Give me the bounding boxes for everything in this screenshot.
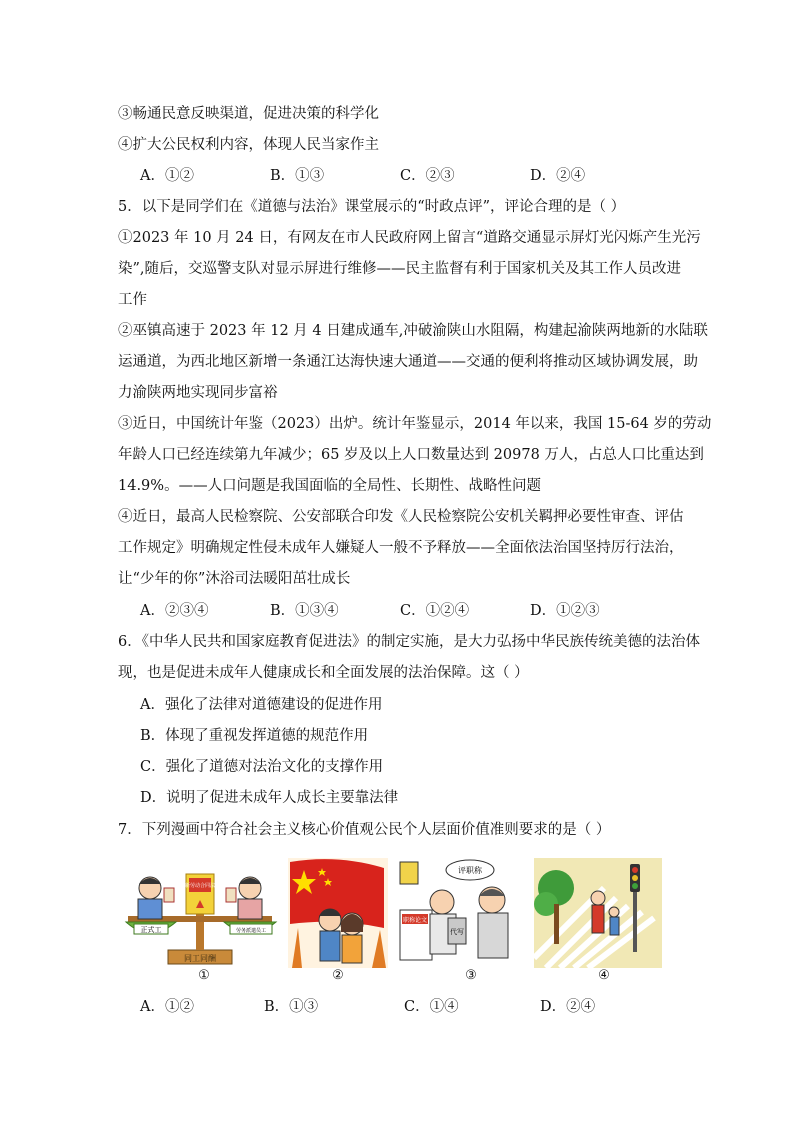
q4-option-a: A．①②	[140, 168, 194, 184]
q7-option-d: D．②④	[540, 999, 596, 1015]
comic-2-flag-children	[288, 858, 388, 968]
q5-item-2-line-1: ②巫镇高速于 2023 年 12 月 4 日建成通车,冲破渝陕山水阻隔，构建起渝陕两地新的水陆联	[118, 323, 708, 339]
comic-3-ghostwriting	[396, 858, 522, 968]
promotion-bubble: 评职称	[458, 866, 482, 875]
q5-item-3-line-2: 年龄人口已经连续第九年减少；65 岁及以上人口数量达到 20978 万人，占总人口比重达到	[118, 447, 704, 463]
q5-item-3-line-3: 14.9%。——人口问题是我国面临的全局性、长期性、战略性问题	[118, 478, 542, 494]
q5-option-a: A．②③④	[140, 603, 209, 619]
q5-item-4-line-1: ④近日，最高人民检察院、公安部联合印发《人民检察院公安机关羁押必要性审查、评估	[118, 509, 684, 525]
q5-options	[140, 601, 660, 621]
regular-worker-label: 正式工	[140, 926, 162, 934]
q7-options	[140, 997, 670, 1017]
q5-item-3-line-1: ③近日，中国统计年鉴（2023）出炉。统计年鉴显示，2014 年以来，我国 15-64 岁的劳动	[118, 416, 712, 432]
ghostwrite-label: 代写	[450, 928, 464, 936]
q4-item-4: ④扩大公民权利内容，体现人民当家作主	[118, 137, 379, 153]
q4-option-c: C．②③	[400, 168, 455, 184]
q7-stem: 7．下列漫画中符合社会主义核心价值观公民个人层面价值准则要求的是（ ）	[118, 822, 611, 838]
q5-item-1-line-1: ①2023 年 10 月 24 日，有网友在市人民政府网上留言“道路交通显示屏灯光闪烁产生光污	[118, 230, 701, 246]
q5-option-c: C．①②④	[400, 603, 470, 619]
comic-3-caption: ③	[465, 968, 477, 983]
q6-option-d: D．说明了促进未成年人成长主要靠法律	[140, 790, 399, 806]
q6-stem-line-1: 6．《中华人民共和国家庭教育促进法》的制定实施，是大力弘扬中华民族传统美德的法治体	[118, 634, 700, 650]
q4-option-d: D．②④	[530, 168, 586, 184]
q6-stem-line-2: 现，也是促进未成年人健康成长和全面发展的法治保障。这（ ）	[118, 665, 529, 681]
comic-1-caption: ①	[198, 968, 210, 983]
q5-item-4-line-2: 工作规定》明确规定性侵未成年人嫌疑人一般不予释放——全面依法治国坚持厉行法治，	[118, 540, 684, 556]
q4-option-b: B．①③	[270, 168, 325, 184]
q6-option-a: A．强化了法律对道德建设的促进作用	[140, 697, 383, 713]
q5-item-2-line-3: 力渝陕两地实现同步富裕	[118, 385, 278, 401]
comic-4-crosswalk	[534, 858, 662, 968]
q5-option-b: B．①③④	[270, 603, 339, 619]
q7-option-b: B．①③	[264, 999, 319, 1015]
q7-option-c: C．①④	[404, 999, 459, 1015]
q6-option-b: B．体现了重视发挥道德的规范作用	[140, 728, 369, 744]
q5-item-1-line-2: 染”,随后，交巡警支队对显示屏进行维修——民主监督有利于国家机关及其工作人员改进	[118, 261, 682, 277]
q5-stem: 5．以下是同学们在《道德与法治》课堂展示的“时政点评”，评论合理的是（ ）	[118, 199, 626, 215]
q5-item-2-line-2: 运通道，为西北地区新增一条通江达海快速大通道——交通的便利将推动区域协调发展，助	[118, 354, 698, 370]
q5-option-d: D．①②③	[530, 603, 600, 619]
comic-4-caption: ④	[598, 968, 610, 983]
q6-option-c: C．强化了道德对法治文化的支撑作用	[140, 759, 384, 775]
q5-item-1-line-3: 工作	[118, 292, 147, 308]
comic-1-equal-pay-scale	[120, 858, 280, 968]
svg-text:劳务派遣员工: 劳务派遣员工	[235, 928, 267, 934]
q4-item-3: ③畅通民意反映渠道，促进决策的科学化	[118, 106, 379, 122]
svg-text:新劳动合同法: 新劳动合同法	[184, 883, 216, 889]
q5-item-4-line-3: 让“少年的你”沐浴司法暖阳茁壮成长	[118, 571, 351, 587]
comic-2-caption: ②	[332, 968, 344, 983]
equal-pay-label: 同工同酬	[184, 954, 216, 963]
q4-options	[140, 166, 660, 186]
thesis-label: 职称论文	[402, 917, 428, 924]
q7-option-a: A．①②	[140, 999, 194, 1015]
